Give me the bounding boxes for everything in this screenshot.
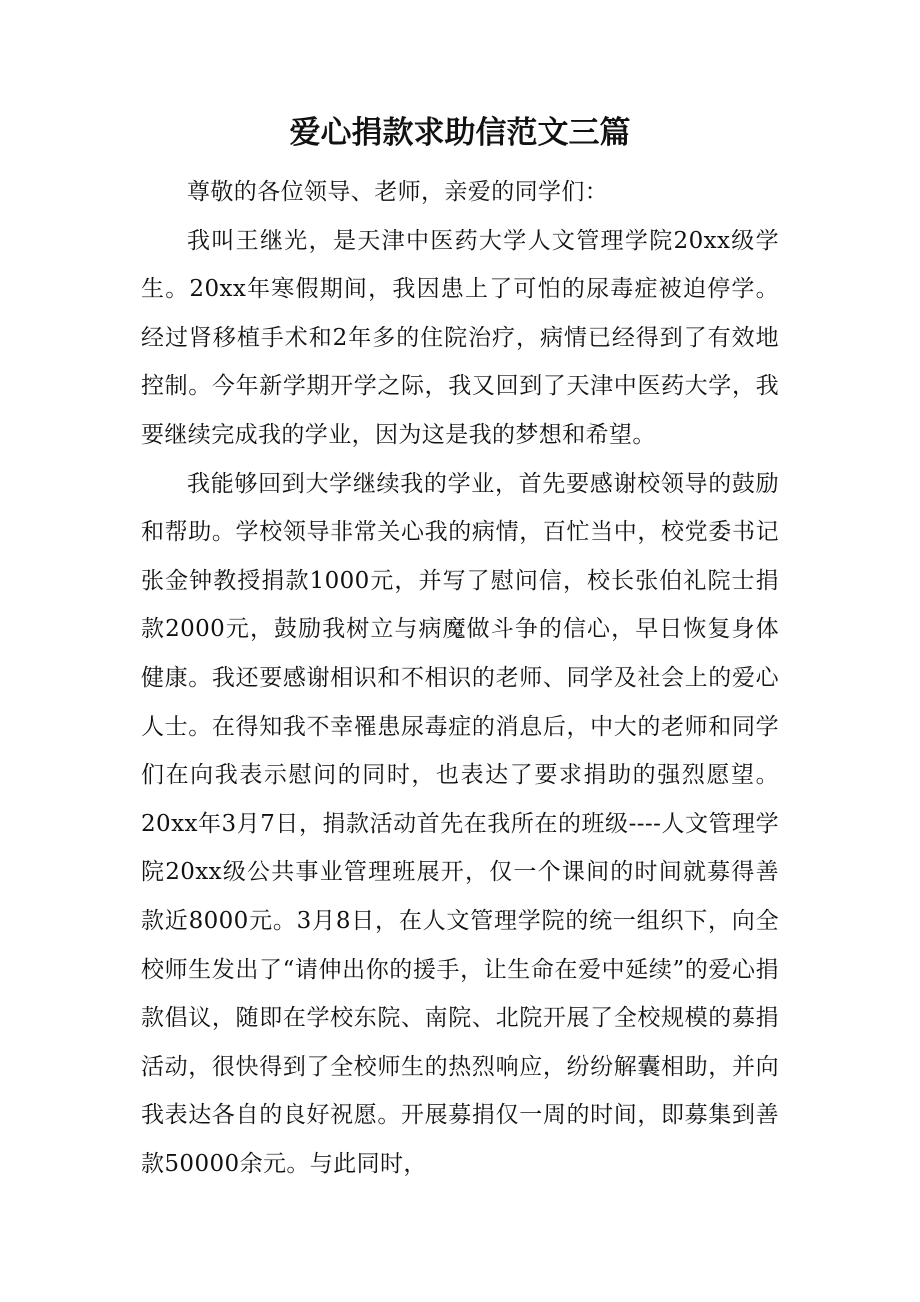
paragraph-1: 我叫王继光，是天津中医药大学人文管理学院20xx级学生。20xx年寒假期间，我因患上了可怕的尿毒症被迫停学。经过肾移植手术和2年多的住院治疗，病情已经得到了有效地控制。今年新学期开学之际，我又回到了天津中医药大学，我要继续完成我的学业，因为这是我的梦想和希望。 bbox=[141, 227, 779, 448]
salutation: 尊敬的各位领导、老师，亲爱的同学们： bbox=[187, 179, 609, 205]
document-body bbox=[141, 168, 779, 1188]
paragraph-2: 我能够回到大学继续我的学业，首先要感谢校领导的鼓励和帮助。学校领导非常关心我的病情，百忙当中，校党委书记张金钟教授捐款1000元，并写了慰问信，校长张伯礼院士捐款2000元，鼓励我树立与病魔做斗争的信心，早日恢复身体健康。我还要感谢相识和不相识的老师、同学及社会上的爱心人士。在得知我不幸罹患尿毒症的消息后，中大的老师和同学们在向我表示慰问的同时，也表达了要求捐助的强烈愿望。20xx年3月7日，捐款活动首先在我所在的班级----人文管理学院20xx级公共事业管理班展开，仅一个课间的时间就募得善款近8000元。3月8日，在人文管理学院的统一组织下，向全校师生发出了“请伸出你的援手，让生命在爱中延续”的爱心捐款倡议，随即在学校东院、南院、北院开展了全校规模的募捐活动，很快得到了全校师生的热烈响应，纷纷解囊相助，并向我表达各自的良好祝愿。开展募捐仅一周的时间，即募集到善款50000余元。与此同时， bbox=[141, 470, 779, 1177]
document-title: 爱心捐款求助信范文三篇 bbox=[289, 115, 631, 151]
